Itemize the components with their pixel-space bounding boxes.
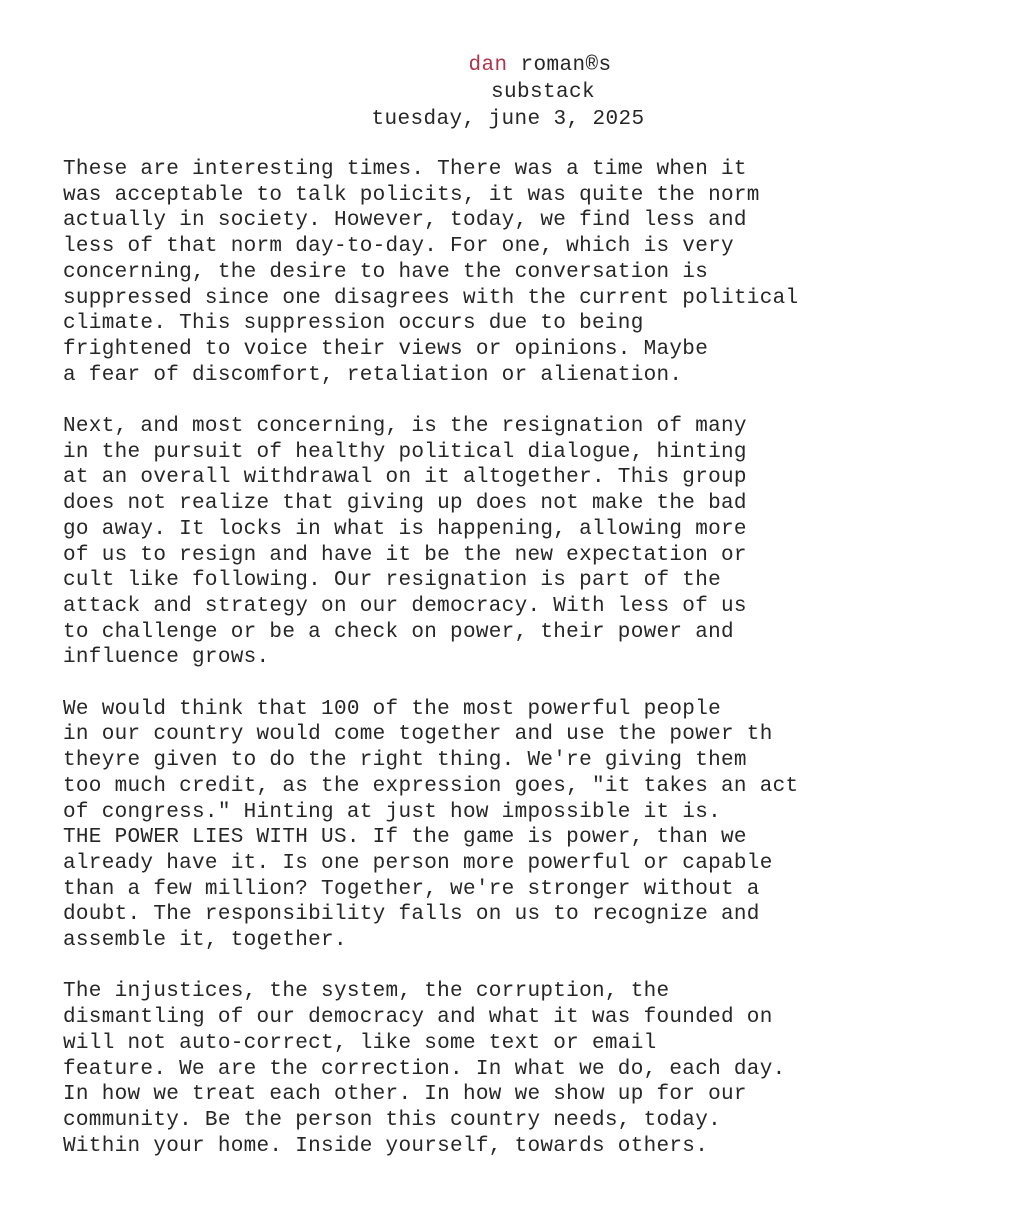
text-line: cult like following. Our resignation is part of the xyxy=(63,569,722,593)
text-line: THE POWER LIES WITH US. If the game is power, than we xyxy=(63,826,747,850)
text-line: dismantling of our democracy and what it was founded on xyxy=(63,1006,773,1030)
text-line: concerning, the desire to have the conversation is xyxy=(63,260,709,284)
text-line: too much credit, as the expression goes, "it takes an act xyxy=(63,774,799,798)
text-line: attack and strategy on our democracy. With less of us xyxy=(63,594,747,618)
text-line: a fear of discomfort, retaliation or alienation. xyxy=(63,363,683,387)
text-line: already have it. Is one person more powerful or capable xyxy=(63,851,773,875)
text-line: theyre given to do the right thing. We're giving them xyxy=(63,749,747,773)
text-line: Next, and most concerning, is the resignation of many xyxy=(63,415,747,439)
text-line: of congress." Hinting at just how impossible it is. xyxy=(63,800,722,824)
text-line: frightened to voice their views or opinions. Maybe xyxy=(63,337,709,361)
text-line: doubt. The responsibility falls on us to recognize and xyxy=(63,903,760,927)
article-body xyxy=(63,157,963,1185)
text-line: community. Be the person this country needs, today. xyxy=(63,1108,722,1132)
text-line: at an overall withdrawal on it altogether. This group xyxy=(63,466,747,490)
text-line: than a few million? Together, we're stronger without a xyxy=(63,877,760,901)
paragraph xyxy=(63,157,963,388)
paragraph xyxy=(63,979,963,1159)
text-line: In how we treat each other. In how we show up for our xyxy=(63,1083,747,1107)
text-line: We would think that 100 of the most powerful people xyxy=(63,697,722,721)
paragraph xyxy=(63,697,963,954)
text-line: in our country would come together and use the power th xyxy=(63,723,773,747)
author-last-name: roman®s xyxy=(507,54,612,77)
text-line: assemble it, together. xyxy=(63,929,347,953)
text-line: was acceptable to talk policits, it was quite the norm xyxy=(63,183,760,207)
paragraph xyxy=(63,414,963,671)
text-line: go away. It locks in what is happening, allowing more xyxy=(63,517,747,541)
publication-name: substack xyxy=(490,81,596,104)
text-line: actually in society. However, today, we find less and xyxy=(63,209,747,233)
text-line: These are interesting times. There was a time when it xyxy=(63,158,747,181)
text-line: influence grows. xyxy=(63,646,270,670)
text-line: climate. This suppression occurs due to being xyxy=(63,312,644,336)
text-line: The injustices, the system, the corruption, the xyxy=(63,980,670,1004)
text-line: of us to resign and have it be the new expectation or xyxy=(63,543,747,567)
text-line: Within your home. Inside yourself, towards others. xyxy=(63,1134,709,1158)
post-date: tuesday, june 3, 2025 xyxy=(371,108,645,131)
text-line: less of that norm day-to-day. For one, which is very xyxy=(63,235,734,259)
page-header xyxy=(0,52,1016,133)
text-line: to challenge or be a check on power, their power and xyxy=(63,620,734,644)
author-first-name: dan xyxy=(468,54,508,77)
text-line: feature. We are the correction. In what we do, each day. xyxy=(63,1057,786,1081)
text-line: in the pursuit of healthy political dialogue, hinting xyxy=(63,440,747,464)
text-line: suppressed since one disagrees with the current political xyxy=(63,286,799,310)
text-line: does not realize that giving up does not make the bad xyxy=(63,492,747,516)
text-line: will not auto-correct, like some text or email xyxy=(63,1031,657,1055)
author-line xyxy=(64,52,1016,79)
